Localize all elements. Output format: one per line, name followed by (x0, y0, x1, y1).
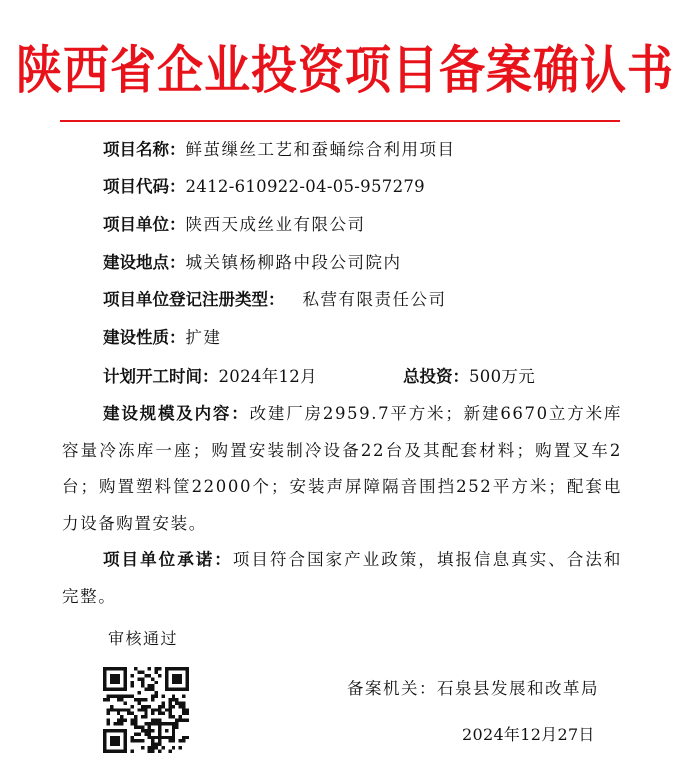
field-value: 私营有限责任公司 (302, 290, 447, 309)
filing-date: 2024年12月27日 (462, 725, 595, 744)
field-label: 建设地点： (103, 253, 186, 272)
field-label: 计划开工时间： (103, 367, 219, 386)
field-project-unit (103, 214, 366, 236)
field-label: 建设性质： (103, 328, 186, 347)
field-scale (62, 396, 622, 542)
field-label: 项目代码： (103, 177, 186, 196)
field-project-name (103, 139, 456, 161)
field-investment (403, 366, 535, 388)
field-nature (103, 327, 222, 349)
field-value: 改建厂房2959.7平方米；新建6670立方米库容量冷冻库一座；购置安装制冷设备22台及其配套材料；购置叉车2台；购置塑料筐22000个；安装声屏障隔音围挡252平方米；配套电力设备购置安装。 (62, 404, 622, 533)
field-value: 2412-610922-04-05-957279 (185, 177, 425, 196)
field-value: 项目符合国家产业政策，填报信息真实、合法和完整。 (62, 550, 623, 606)
field-location (103, 252, 402, 274)
field-label: 项目单位登记注册类型： (103, 290, 285, 309)
field-value: 500万元 (469, 367, 535, 386)
field-value: 鲜茧缫丝工艺和蚕蛹综合利用项目 (185, 140, 456, 159)
field-label: 建设规模及内容： (103, 404, 250, 423)
field-label: 总投资： (403, 367, 469, 386)
qr-code-icon (103, 667, 189, 753)
field-project-code (103, 176, 425, 198)
field-label: 项目单位： (103, 215, 186, 234)
field-label: 项目名称： (103, 140, 186, 159)
field-commitment (62, 542, 622, 615)
field-label: 项目单位承诺： (103, 550, 233, 569)
document-title: 陕西省企业投资项目备案确认书 (16, 40, 674, 101)
field-value: 陕西天成丝业有限公司 (185, 215, 366, 234)
field-value: 城关镇杨柳路中段公司院内 (185, 253, 402, 272)
field-value: 扩建 (185, 328, 222, 347)
filing-org: 备案机关：石泉县发展和改革局 (347, 679, 599, 698)
field-value: 2024年12月 (218, 367, 317, 386)
field-start-time (103, 366, 317, 388)
audit-status: 审核通过 (108, 629, 179, 648)
field-reg-type (103, 289, 447, 311)
title-rule (60, 120, 620, 122)
